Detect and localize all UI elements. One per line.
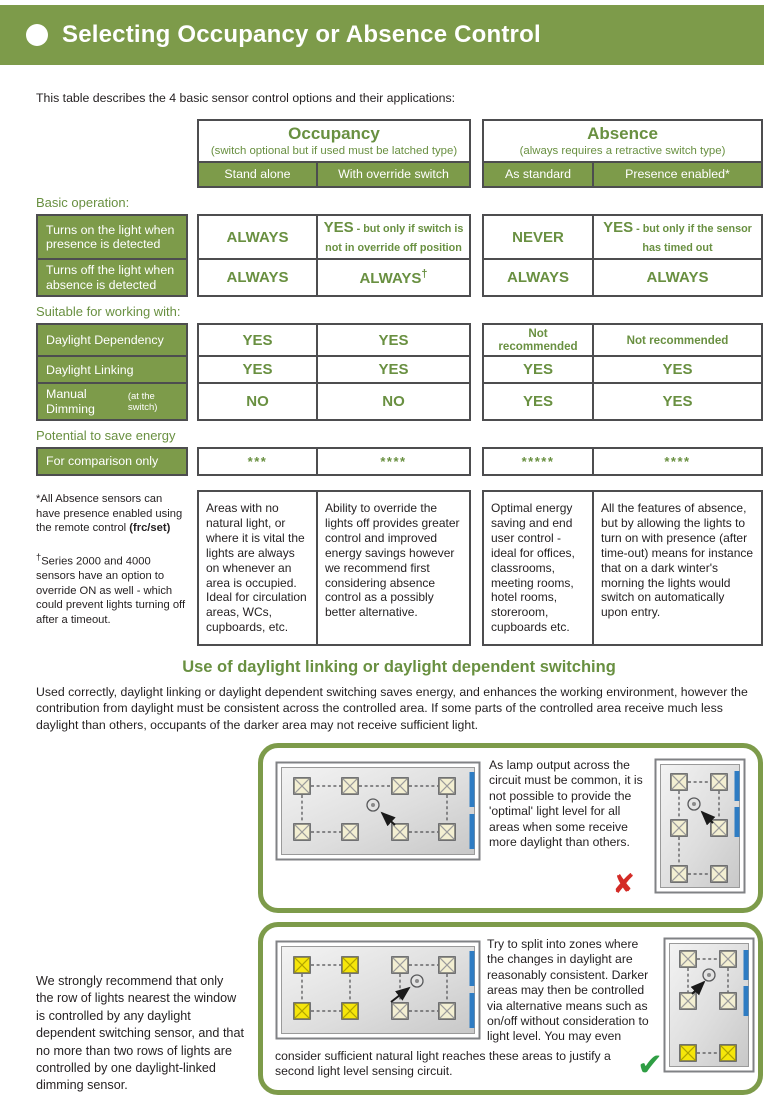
cell-abs-presence: Not recommended [592,325,761,355]
row-label-turns-on: Turns on the light when presence is detected [36,214,188,260]
window-strip [735,807,740,837]
cell-occ-standalone: ALWAYS [226,269,289,287]
cross-mark-icon: ✘ [612,869,635,900]
table-row [36,355,763,384]
page-title: Selecting Occupancy or Absence Control [62,21,541,48]
room-diagram-split-zones [275,940,481,1040]
room-diagram-vertical-split-zones [663,937,755,1073]
row-label-daylight-linking: Daylight Linking [36,355,188,384]
window-strip [743,950,748,980]
basic-operation-rows [36,214,762,297]
page-content [36,91,762,1095]
window-strip [743,986,748,1016]
check-mark-icon: ✔ [637,1046,663,1082]
intro-text: This table describes the 4 basic sensor control options and their applications: [36,91,456,105]
page-header [0,5,764,65]
row-label-comparison: For comparison only [36,447,188,476]
description-row [36,490,763,646]
column-header-with-override-switch: With override switch [316,163,469,186]
cell-abs-standard: ALWAYS [507,269,569,287]
column-header-as-standard: As standard [484,163,592,186]
cell-abs-presence: **** [592,449,761,474]
window-strip [470,814,475,849]
window-strip [470,772,475,807]
cell-occ-standalone: NO [246,393,269,411]
absence-subtitle: (always requires a retractive switch type) [519,145,726,157]
table-row [36,447,763,476]
description-with-override: Ability to override the lights off provides greater control and improved energy savings however we recommend first considering absence control as a possibly better alternative. [316,492,469,644]
cell-occ-standalone: YES [242,361,273,379]
row-label-turns-off: Turns off the light when absence is detected [36,258,188,297]
daylight-box-wrong [258,743,763,913]
box2-caption: Try to split into zones where the changes in daylight are reasonably consistent. Darker areas may then be controlled via alternative means such as on/off without consideration to light level. You may even [487,937,649,1044]
cell-abs-standard: NEVER [512,228,564,246]
occupancy-group-header [197,119,471,188]
occupancy-descriptions [197,490,471,646]
row-label-daylight-dependency: Daylight Dependency [36,323,188,357]
box2-caption-continued: consider sufficient natural light reaches these areas to justify a second light level sensing circuit. [275,1048,611,1079]
cell-abs-standard: YES [522,393,553,411]
absence-descriptions [482,490,763,646]
description-presence-enabled: All the features of absence, but by allowing the lights to turn on with presence (after time-out) means for instance that on a dark winter's morning the lights would switch on automatically upon entry. [592,492,761,644]
window-strip [735,771,740,801]
table-header-row [36,119,763,188]
absence-title: Absence [587,124,658,143]
description-stand-alone: Areas with no natural light, or where it is vital the lights are always on whenever an area is occupied. Ideal for circulation areas, WCs, cupboards, etc. [206,501,307,635]
cell-occ-standalone: ALWAYS [226,228,289,246]
recommendation-text: We strongly recommend that only the row of lights nearest the window is controlled by any daylight dependent switching sensor, and that no more than two rows of lights are controlled by one daylight-linked dimming sensor. [36,974,244,1093]
footnote-presence-enabled: *All Absence sensors can have presence enabled using the remote control (frc/set) [36,493,183,535]
diagram-column [258,743,763,1095]
cell-occ-override: YES [316,357,469,382]
cell-occ-override: YES - but only if switch is not in override off position [316,216,469,258]
bottom-section [36,743,763,1095]
description-as-standard: Optimal energy saving and end user control - ideal for offices, classrooms, meeting rooms, hotel rooms, storeroom, cupboards etc. [491,501,575,635]
cell-abs-presence: YES [592,357,761,382]
daylight-box-right [258,922,763,1095]
cell-abs-standard: Not recommended [498,327,578,354]
daylight-section-heading: Use of daylight linking or daylight dependent switching [182,658,616,677]
cell-occ-standalone: YES [242,331,273,349]
table-row [36,258,763,297]
absence-group-header [482,119,763,188]
cell-occ-standalone: *** [247,454,268,470]
cell-abs-standard: YES [522,361,553,379]
table-row [36,323,763,357]
daylight-paragraph: Used correctly, daylight linking or daylight dependent switching saves energy, and enhances the working environment, however the contribution from daylight must be consistent across the controlled area. If some parts of the controlled area receive much less daylight than others, occupants of the darker area may not receive sufficient light. [36,685,748,732]
footnote-series-override: †Series 2000 and 4000 sensors have an option to override ON as well - which could prevent lights turning off after a timeout. [36,551,186,626]
column-header-stand-alone: Stand alone [199,163,316,186]
recommendation-column [36,743,258,1095]
cell-occ-override: YES [316,325,469,355]
table-row [36,214,763,260]
cell-occ-override: NO [316,384,469,419]
window-strip [470,951,475,986]
bullet-icon [26,24,48,46]
occupancy-subtitle: (switch optional but if used must be latched type) [210,145,458,157]
table-row [36,382,763,421]
cell-abs-standard: ***** [521,454,555,470]
cell-abs-presence: YES - but only if the sensor has timed out [592,216,761,258]
column-header-presence-enabled: Presence enabled* [592,163,761,186]
row-label-manual-dimming: Manual Dimming (at the switch) [36,382,188,421]
window-strip [470,993,475,1028]
box1-caption: As lamp output across the circuit must be common, it is not possible to provide the 'optimal' light level for all areas when some receive more daylight than others. [489,758,643,849]
cell-abs-presence: YES [592,384,761,419]
comparison-rows [36,447,762,476]
room-diagram-single-circuit [275,761,481,861]
footnotes [36,490,188,646]
cell-occ-override: **** [316,449,469,474]
occupancy-title: Occupancy [288,124,380,143]
section-basic-operation: Basic operation: [36,195,130,210]
room-diagram-vertical-single-circuit [654,758,746,894]
cell-occ-override: ALWAYS† [316,260,469,295]
section-save-energy: Potential to save energy [36,428,176,444]
cell-abs-presence: ALWAYS [592,260,761,295]
suitable-rows [36,323,762,421]
section-suitable: Suitable for working with: [36,304,181,320]
